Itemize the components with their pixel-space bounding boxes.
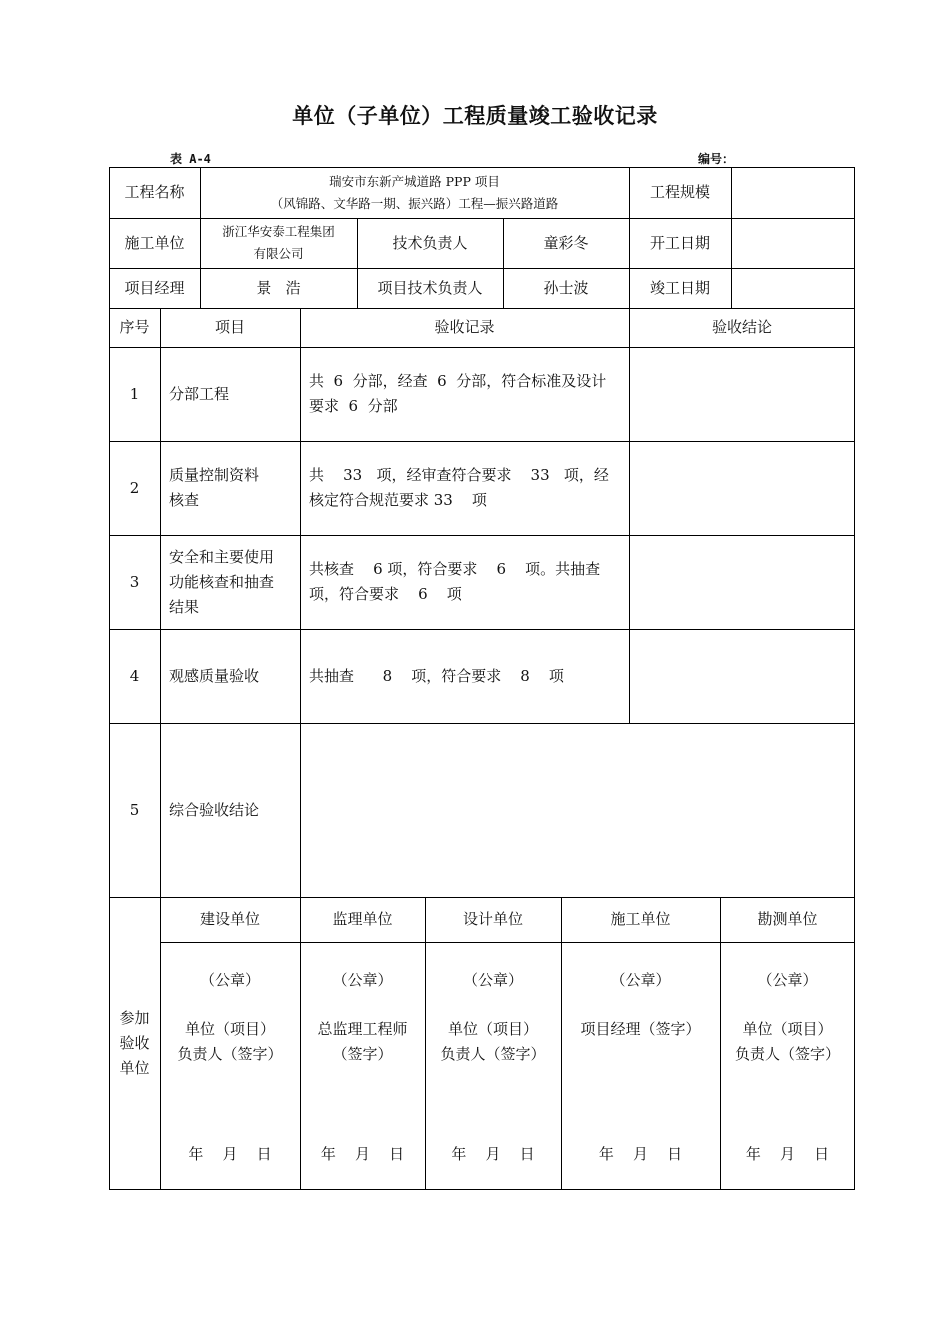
row-record-line: 共核查 6 项，符合要求 6 项。共抽查 (309, 560, 601, 578)
form-number: 表 A-4 (170, 152, 211, 166)
row-record-line: 共抽查 8 项，符合要求 8 项 (309, 666, 564, 685)
signer-line: 单位（项目） (184, 1020, 275, 1038)
row-item-line: 质量控制资料 (169, 466, 260, 484)
project-tech-lead-value: 孙士波 (543, 278, 589, 297)
row-number: 5 (129, 800, 140, 819)
unit-name-supervisor: 监理单位 (332, 910, 393, 928)
participants-label-line: 单位 (119, 1059, 150, 1077)
signer-line: 负责人（签字） (440, 1045, 546, 1063)
header-seq: 序号 (119, 318, 150, 336)
project-name-line: （风锦路、文华路一期、振兴路）工程—振兴路道路 (270, 195, 559, 211)
signer-line: 负责人（签字） (177, 1045, 283, 1063)
date-text: 年 月 日 (598, 1145, 683, 1163)
participants-label-line: 验收 (119, 1034, 150, 1052)
unit-name-survey: 勘测单位 (757, 910, 818, 928)
tech-lead-label: 技术负责人 (392, 233, 468, 252)
scale-label: 工程规模 (649, 183, 710, 201)
row-item-line: 功能核查和抽查 (169, 572, 275, 591)
pm-label: 项目经理 (124, 278, 185, 297)
date-text: 年 月 日 (320, 1145, 405, 1163)
signer-line: 单位（项目） (447, 1020, 538, 1038)
seal-text: （公章） (462, 971, 523, 989)
contractor-line: 浙江华安泰工程集团 (222, 224, 335, 239)
signer-line: （签字） (332, 1045, 393, 1063)
row-record (300, 535, 629, 629)
row-item-line: 核查 (169, 491, 200, 509)
row-item (160, 441, 300, 535)
row-number: 1 (129, 384, 140, 403)
project-tech-lead-label: 项目技术负责人 (377, 278, 483, 297)
unit-name-owner: 建设单位 (199, 910, 260, 928)
header-record: 验收记录 (434, 318, 495, 336)
pm-value: 景 浩 (256, 278, 301, 297)
project-name-value (200, 167, 629, 218)
unit-name-designer: 设计单位 (462, 910, 523, 928)
row-item-line: 分部工程 (169, 384, 230, 403)
row-number: 4 (129, 666, 140, 685)
contractor-label: 施工单位 (124, 233, 185, 252)
tech-lead-value: 童彩冬 (543, 233, 589, 252)
row-record-line: 要求 6 分部 (309, 397, 398, 415)
row-record (300, 441, 629, 535)
row-item (160, 629, 300, 723)
finish-date-label: 竣工日期 (649, 278, 710, 297)
row-conclusion (629, 629, 855, 723)
row-item-line: 安全和主要使用 (169, 547, 275, 566)
row-item-line: 综合验收结论 (169, 800, 260, 819)
contractor-line: 有限公司 (253, 246, 304, 261)
row-record (300, 347, 629, 441)
rule (160, 942, 855, 943)
row-number: 3 (129, 572, 140, 591)
project-name-line: 瑞安市东新产城道路 PPP 项目 (329, 173, 500, 189)
seal-text: （公章） (332, 971, 393, 989)
contractor-value (200, 218, 357, 268)
row-record-line: 共 6 分部，经查 6 分部，符合标准及设计 (309, 372, 607, 390)
row-conclusion (629, 535, 855, 629)
seal-text: （公章） (610, 971, 671, 989)
page-title: 单位（子单位）工程质量竣工验收记录 (292, 104, 658, 128)
seal-text: （公章） (199, 971, 260, 989)
date-text: 年 月 日 (745, 1145, 830, 1163)
row-record-line: 项，符合要求 6 项 (309, 585, 462, 603)
start-date-value (731, 218, 855, 268)
row-conclusion (629, 441, 855, 535)
signer-line: 项目经理（签字） (580, 1020, 701, 1038)
signer-line: 总监理工程师 (317, 1020, 408, 1038)
start-date-label: 开工日期 (649, 233, 710, 252)
row-item-line: 结果 (169, 597, 200, 616)
date-text: 年 月 日 (451, 1145, 535, 1163)
overall-conclusion-value (300, 723, 855, 897)
row-item (160, 723, 300, 897)
row-conclusion (629, 347, 855, 441)
row-record-line: 核定符合规范要求 33 项 (309, 491, 487, 509)
row-record-line: 共 33 项，经审查符合要求 33 项，经 (309, 466, 609, 484)
scale-value (731, 167, 855, 218)
seal-text: （公章） (757, 971, 818, 989)
project-name-label: 工程名称 (124, 183, 185, 201)
row-item-line: 观感质量验收 (169, 666, 260, 685)
header-item: 项目 (214, 318, 245, 336)
participants-label-line: 参加 (119, 1009, 150, 1027)
date-text: 年 月 日 (188, 1145, 272, 1163)
row-item (160, 347, 300, 441)
row-record (300, 629, 629, 723)
unit-name-contractor: 施工单位 (610, 910, 671, 928)
signer-line: 负责人（签字） (734, 1045, 840, 1063)
participants-label (109, 897, 160, 1190)
row-item (160, 535, 300, 629)
signer-line: 单位（项目） (742, 1020, 833, 1038)
row-number: 2 (129, 478, 140, 497)
document-number-label: 编号： (698, 152, 735, 166)
header-conclusion: 验收结论 (711, 318, 772, 336)
finish-date-value (731, 268, 855, 308)
